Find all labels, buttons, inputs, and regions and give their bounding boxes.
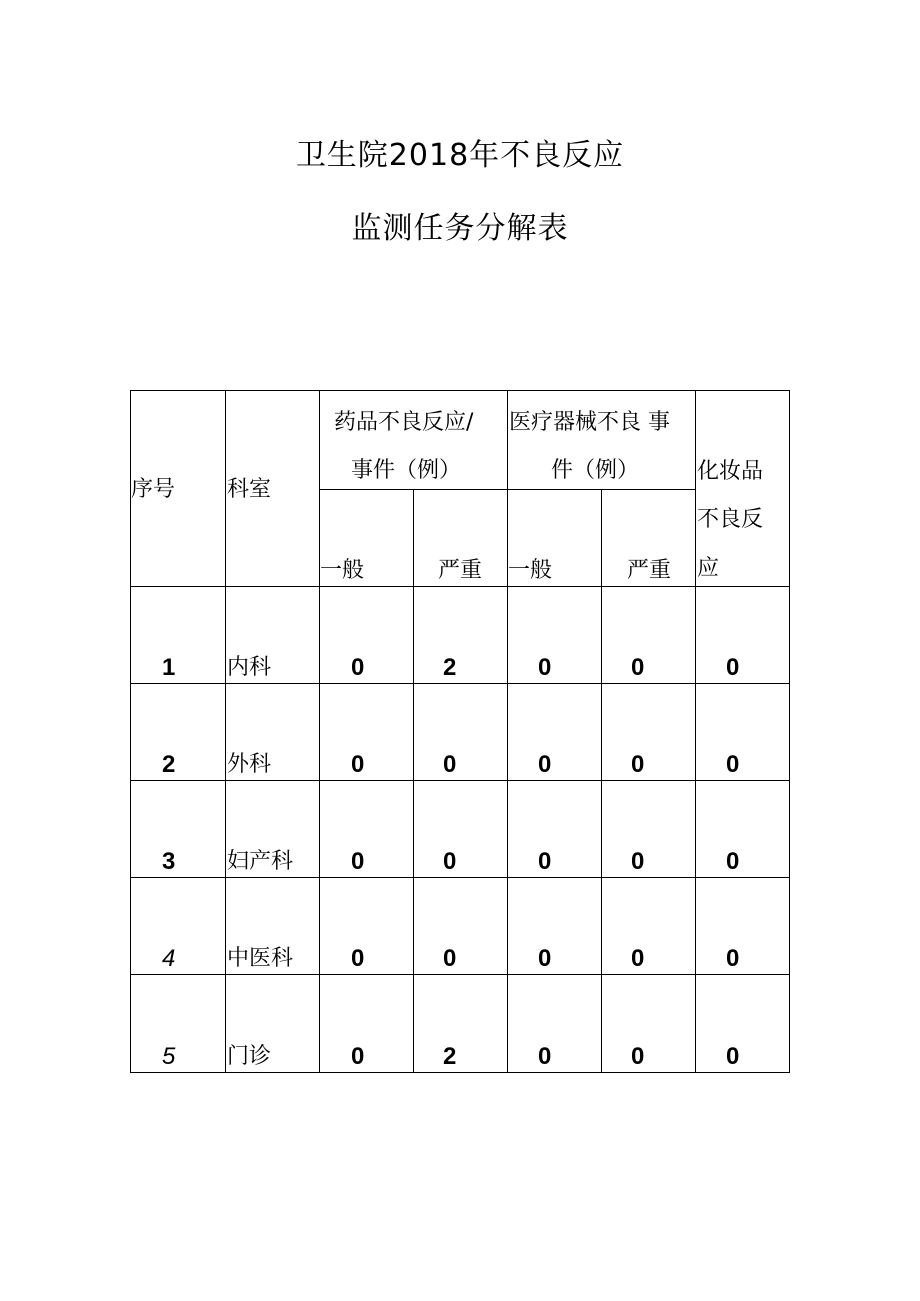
row-cosmetic: 0 — [726, 654, 740, 681]
header-device-serious: 严重 — [627, 558, 672, 583]
row-drug-general: 0 — [351, 848, 365, 875]
row-cell — [601, 877, 695, 974]
row-cell — [319, 683, 413, 780]
row-device-general: 0 — [538, 848, 552, 875]
row-cell — [601, 586, 695, 683]
row-cell — [601, 974, 695, 1072]
row-device-general: 0 — [538, 654, 552, 681]
row-device-general: 0 — [538, 751, 552, 778]
title-line-2: 监测任务分解表 — [351, 211, 569, 246]
table-right-border — [789, 390, 790, 1073]
header-device-line1: 医疗器械不良 事 — [509, 410, 670, 435]
header-device-line2: 件（例） — [551, 458, 640, 483]
row-dept: 外科 — [227, 752, 272, 777]
header-cosmetic-line3: 应 — [697, 556, 720, 581]
header-cosmetic-line2: 不良反 — [697, 507, 764, 532]
row-cell — [695, 683, 790, 780]
row-seq: 1 — [162, 654, 176, 681]
row-seq: 2 — [162, 751, 176, 778]
row-cell — [413, 780, 507, 877]
row-cell — [319, 974, 413, 1072]
row-drug-serious: 0 — [443, 945, 457, 972]
header-drug-line2: 事件（例） — [351, 458, 462, 483]
row-cell — [507, 780, 601, 877]
row-cosmetic: 0 — [726, 848, 740, 875]
row-device-general: 0 — [538, 945, 552, 972]
row-device-serious: 0 — [631, 751, 645, 778]
row-drug-serious: 2 — [443, 1043, 457, 1070]
row-device-general: 0 — [538, 1043, 552, 1070]
row-cell — [413, 974, 507, 1072]
row-cell — [507, 683, 601, 780]
row-cosmetic: 0 — [726, 751, 740, 778]
header-device-general: 一般 — [508, 558, 553, 583]
row-cell — [413, 586, 507, 683]
row-dept: 妇产科 — [227, 849, 294, 874]
row-cell — [507, 586, 601, 683]
row-dept: 中医科 — [227, 946, 294, 971]
row-cell — [695, 780, 790, 877]
row-cell — [507, 974, 601, 1072]
row-cell — [695, 586, 790, 683]
row-cosmetic: 0 — [726, 945, 740, 972]
header-drug-serious: 严重 — [438, 558, 483, 583]
row-cosmetic: 0 — [726, 1043, 740, 1070]
row-device-serious: 0 — [631, 945, 645, 972]
row-seq: 3 — [162, 848, 176, 875]
row-cell — [413, 683, 507, 780]
row-device-serious: 0 — [631, 654, 645, 681]
row-dept: 内科 — [227, 655, 272, 680]
row-cell — [130, 586, 225, 683]
header-drug-general: 一般 — [320, 558, 365, 583]
row-drug-serious: 2 — [443, 654, 457, 681]
row-cell — [695, 877, 790, 974]
row-cell — [695, 974, 790, 1072]
row-drug-serious: 0 — [443, 848, 457, 875]
row-device-serious: 0 — [631, 1043, 645, 1070]
row-drug-general: 0 — [351, 654, 365, 681]
row-cell — [319, 877, 413, 974]
row-seq: 5 — [162, 1043, 176, 1070]
row-drug-general: 0 — [351, 945, 365, 972]
row-cell — [413, 877, 507, 974]
header-cosmetic-line1: 化妆品 — [697, 459, 764, 484]
row-cell — [130, 780, 225, 877]
row-seq: 4 — [162, 945, 176, 972]
title-line-1: 卫生院2018年不良反应 — [295, 138, 625, 173]
header-seq: 序号 — [131, 477, 176, 502]
row-drug-general: 0 — [351, 1043, 365, 1070]
row-drug-general: 0 — [351, 751, 365, 778]
row-device-serious: 0 — [631, 848, 645, 875]
row-cell — [130, 974, 225, 1072]
row-cell — [319, 780, 413, 877]
row-cell — [130, 683, 225, 780]
row-cell — [601, 683, 695, 780]
row-cell — [601, 780, 695, 877]
row-cell — [319, 586, 413, 683]
header-dept: 科室 — [227, 477, 272, 502]
row-cell — [130, 877, 225, 974]
row-cell — [507, 877, 601, 974]
header-drug-line1: 药品不良反应/ — [334, 410, 474, 435]
table-bottom-border — [130, 1072, 790, 1073]
row-drug-serious: 0 — [443, 751, 457, 778]
row-dept: 门诊 — [227, 1044, 272, 1069]
